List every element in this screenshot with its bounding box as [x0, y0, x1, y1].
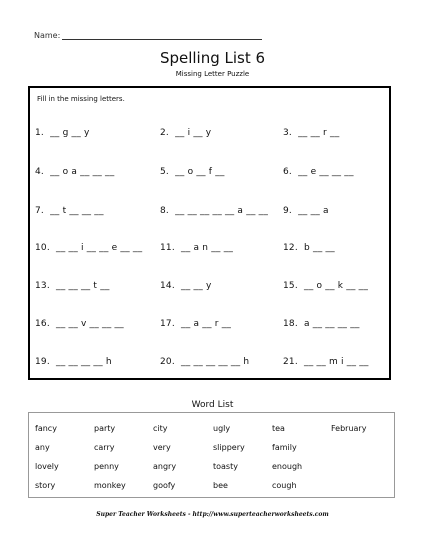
puzzle-item: 19. __ __ __ __ h	[35, 357, 112, 367]
word: angry	[153, 462, 177, 471]
puzzle-item: 8. __ __ __ __ __ a __ __	[160, 206, 269, 216]
word: goofy	[153, 481, 176, 490]
puzzle-item: 10. __ __ i __ __ e __ __	[35, 243, 143, 253]
word: bee	[213, 481, 228, 490]
puzzle-item: 6. __ e __ __ __	[283, 167, 354, 177]
word: story	[35, 481, 56, 490]
page-subtitle: Missing Letter Puzzle	[175, 70, 250, 78]
puzzle-item: 11. __ a n __ __	[160, 243, 234, 253]
puzzle-item: 5. __ o __ f __	[160, 167, 225, 177]
puzzle-item: 14. __ __ y	[160, 281, 212, 291]
word: enough	[272, 462, 303, 471]
puzzle-item: 9. __ __ a	[283, 206, 329, 216]
instructions: Fill in the missing letters.	[37, 95, 125, 103]
puzzle-item: 13. __ __ __ t __	[35, 281, 110, 291]
puzzle-item: 18. a __ __ __ __	[283, 319, 360, 329]
puzzle-item: 2. __ i __ y	[160, 128, 212, 138]
word-list	[28, 412, 395, 498]
word: cough	[272, 481, 297, 490]
word: any	[35, 443, 50, 452]
footer: Super Teacher Worksheets - http://www.superteacherworksheets.com	[96, 511, 329, 518]
puzzle-item: 15. __ o __ k __ __	[283, 281, 369, 291]
word: tea	[272, 424, 285, 433]
puzzle-item: 17. __ a __ r __	[160, 319, 232, 329]
puzzle-item: 3. __ __ r __	[283, 128, 340, 138]
word: very	[153, 443, 171, 452]
puzzle-item: 12. b __ __	[283, 243, 335, 253]
puzzle-item: 7. __ t __ __ __	[35, 206, 104, 216]
word: lovely	[35, 462, 59, 471]
word: fancy	[35, 424, 57, 433]
puzzle-item: 21. __ __ m i __ __	[283, 357, 369, 367]
puzzle-item: 16. __ __ v __ __ __	[35, 319, 124, 329]
word: toasty	[213, 462, 238, 471]
word: city	[153, 424, 168, 433]
word: family	[272, 443, 297, 452]
name-label: Name:	[34, 31, 61, 40]
word: carry	[94, 443, 115, 452]
puzzle-item: 1. __ g __ y	[35, 128, 90, 138]
word: slippery	[213, 443, 245, 452]
word: penny	[94, 462, 119, 471]
word-list-title: Word List	[191, 400, 234, 410]
puzzle-item: 4. __ o a __ __ __	[35, 167, 115, 177]
word: monkey	[94, 481, 126, 490]
word: ugly	[213, 424, 231, 433]
word: February	[331, 424, 367, 433]
puzzle-box	[28, 86, 391, 380]
puzzle-item: 20. __ __ __ __ __ h	[160, 357, 250, 367]
name-line	[62, 39, 262, 40]
page-title: Spelling List 6	[159, 49, 266, 67]
word: party	[94, 424, 116, 433]
